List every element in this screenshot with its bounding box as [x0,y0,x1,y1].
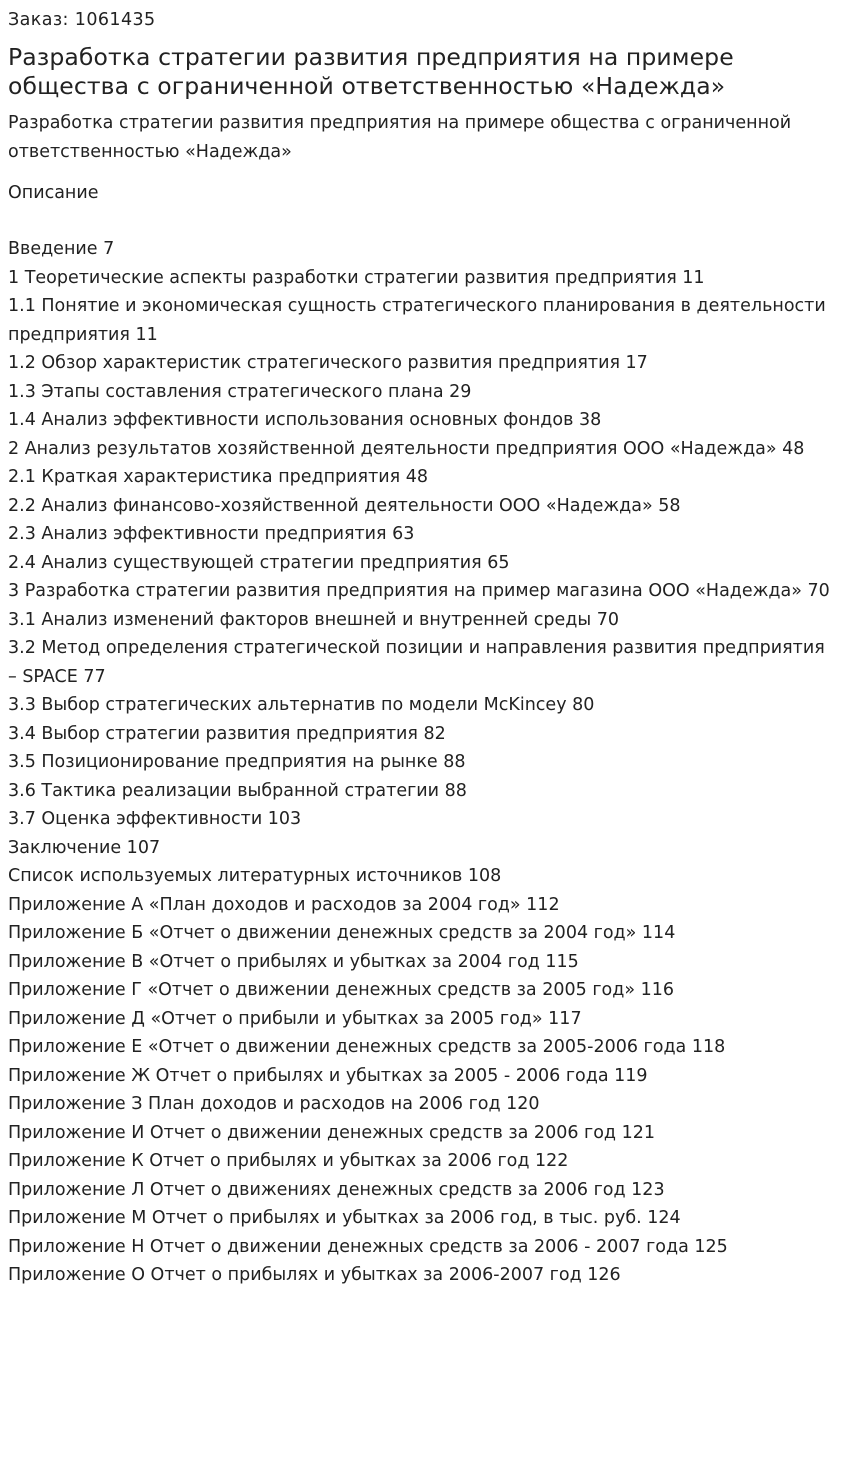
toc-item: Список используемых литературных источников 108 [8,866,502,886]
toc-item: 2.2 Анализ финансово-хозяйственной деятельности ООО «Надежда» 58 [8,495,681,516]
page-subtitle: Разработка стратегии развития предприятия на примере общества с ограниченной ответственностью «Надежда» [8,113,792,162]
toc-item: – SPACE 77 [8,666,106,687]
toc-item: Приложение Б «Отчет о движении денежных средств за 2004 год» 114 [8,923,676,943]
toc-item: 1.1 Понятие и экономическая сущность стратегического планирования в деятельности предприятия 11 [8,296,832,345]
toc-item: Введение 7 [8,239,115,259]
toc-item: 3.6 Тактика реализации выбранной стратегии 88 [8,780,467,801]
page-title: Разработка стратегии развития предприятия на примере общества с ограниченной ответственностью «Надежда» [8,43,734,100]
toc-item: 3.3 Выбор стратегических альтернатив по модели McKincey 80 [8,695,595,715]
toc-item: 2 Анализ результатов хозяйственной деятельности предприятия ООО «Надежда» 48 [8,438,805,459]
toc-item: Приложение Г «Отчет о движении денежных средств за 2005 год» 116 [8,980,674,1000]
toc-item: 1 Теоретические аспекты разработки стратегии развития предприятия 11 [8,267,705,288]
toc-item: Приложение В «Отчет о прибылях и убытках за 2004 год 115 [8,951,579,972]
description-heading: Описание [8,183,99,203]
toc-item: Приложение Л Отчет о движениях денежных средств за 2006 год 123 [8,1179,665,1200]
toc-item: Приложение З План доходов и расходов на 2006 год 120 [8,1094,540,1114]
toc-item: 3.1 Анализ изменений факторов внешней и внутренней среды 70 [8,609,620,630]
toc-item: 3.4 Выбор стратегии развития предприятия 82 [8,723,446,744]
toc-item: Приложение Е «Отчет о движении денежных средств за 2005-2006 года 118 [8,1037,726,1057]
toc-item: Приложение К Отчет о прибылях и убытках за 2006 год 122 [8,1151,569,1171]
toc-item: 3.7 Оценка эффективности 103 [8,809,302,829]
toc-item: 1.3 Этапы составления стратегического плана 29 [8,381,472,402]
toc-item: 1.2 Обзор характеристик стратегического развития предприятия 17 [8,353,648,373]
toc-item: 1.4 Анализ эффективности использования основных фондов 38 [8,410,602,430]
toc-item: Приложение Н Отчет о движении денежных средств за 2006 - 2007 года 125 [8,1236,728,1257]
toc-item: Заключение 107 [8,837,161,858]
toc-item: 3 Разработка стратегии развития предприятия на пример магазина ООО «Надежда» 70 [8,581,830,601]
order-number: Заказ: 1061435 [8,10,156,30]
toc-item: 3.2 Метод определения стратегической позиции и направления развития предприятия [8,638,825,658]
toc-item: Приложение Д «Отчет о прибыли и убытках за 2005 год» 117 [8,1008,582,1029]
toc-item: 2.4 Анализ существующей стратегии предприятия 65 [8,552,510,573]
toc-item: Приложение М Отчет о прибылях и убытках за 2006 год, в тыс. руб. 124 [8,1208,681,1228]
table-of-contents [8,235,839,1290]
toc-item: Приложение И Отчет о движении денежных средств за 2006 год 121 [8,1122,655,1143]
toc-item: 2.1 Краткая характеристика предприятия 48 [8,467,428,487]
toc-item: Приложение Ж Отчет о прибылях и убытках за 2005 - 2006 года 119 [8,1065,648,1086]
toc-item: Приложение О Отчет о прибылях и убытках за 2006-2007 год 126 [8,1265,621,1285]
toc-item: 2.3 Анализ эффективности предприятия 63 [8,524,415,544]
toc-item: Приложение А «План доходов и расходов за 2004 год» 112 [8,894,560,915]
toc-item: 3.5 Позиционирование предприятия на рынке 88 [8,752,466,772]
